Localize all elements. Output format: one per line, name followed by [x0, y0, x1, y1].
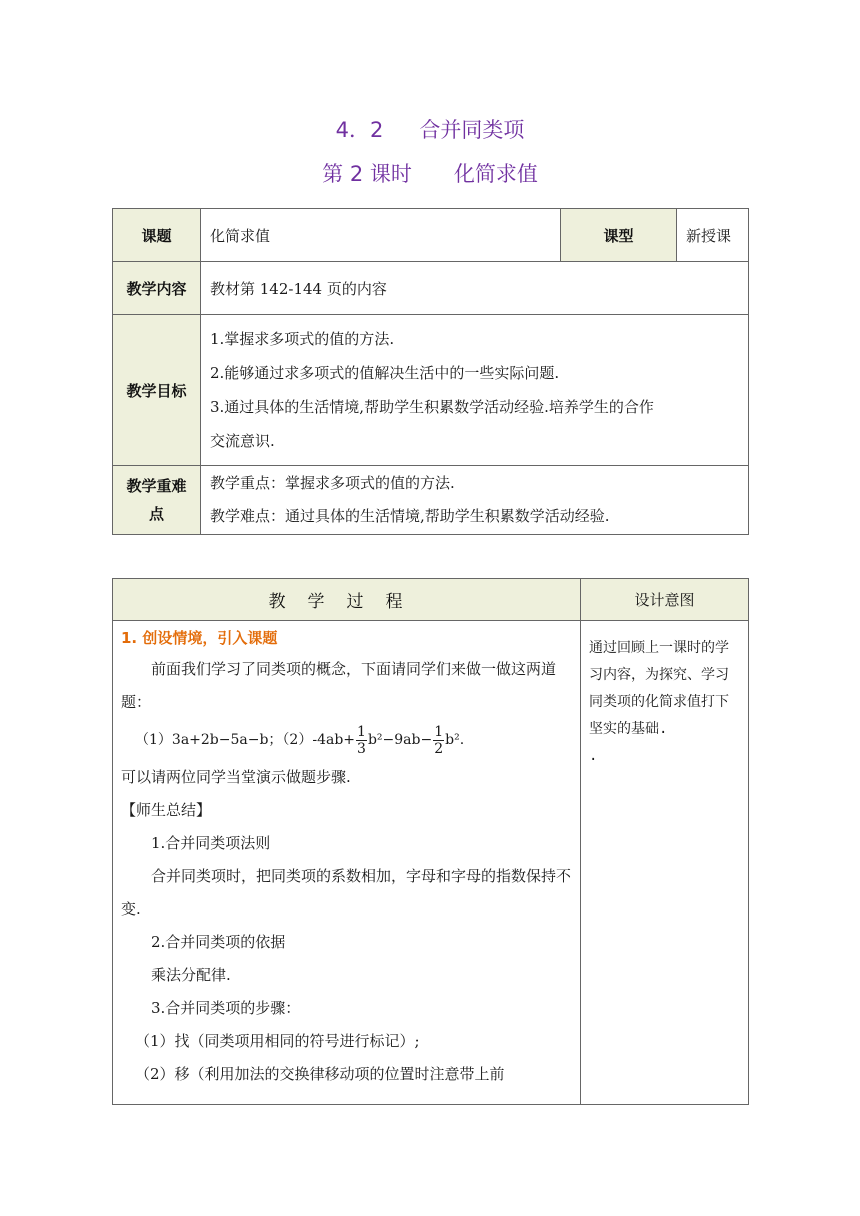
- expr-part3: b².: [445, 732, 465, 748]
- rule-text: 合并同类项时，把同类项的系数相加，字母和字母的指数保持不变.: [121, 867, 572, 918]
- summary-label: 【师生总结】: [121, 801, 212, 819]
- demo-text: 可以请两位同学当堂演示做题步骤.: [121, 768, 351, 786]
- lesson-info-table: [112, 208, 749, 535]
- topic-value: 化简求值: [201, 209, 561, 262]
- key-point: 教学重点：掌握求多项式的值的方法.: [210, 474, 455, 492]
- goal-item: 3.通过具体的生活情境,帮助学生积累数学活动经验.培养学生的合作: [210, 398, 654, 416]
- keypoints-label-line2: 点: [148, 505, 164, 523]
- steps-title: 3.合并同类项的步骤：: [151, 999, 301, 1017]
- section-number: 4．2: [335, 118, 384, 142]
- difficult-point: 教学难点：通过具体的生活情境,帮助学生积累数学活动经验.: [210, 507, 610, 525]
- fraction-denominator: 3: [357, 740, 366, 757]
- content-label: 教学内容: [113, 262, 201, 315]
- intro-text: 前面我们学习了同类项的概念，下面请同学们来做一做这两道题：: [121, 660, 557, 711]
- fraction-one-third: [356, 724, 367, 757]
- goals-label: 教学目标: [113, 315, 201, 466]
- design-header: 设计意图: [581, 579, 749, 621]
- keypoints-label-line1: 教学重难: [126, 477, 187, 495]
- section-title: [0, 114, 860, 144]
- expr-part2: b²−9ab−: [367, 732, 433, 748]
- basis-text: 乘法分配律.: [151, 966, 231, 984]
- design-dot: .: [589, 748, 598, 764]
- section1-title: 1. 创设情境，引入课题: [121, 629, 278, 647]
- goals-list: [201, 315, 749, 466]
- fraction-numerator: 1: [357, 723, 366, 740]
- exercise-expression: [121, 719, 572, 761]
- fraction-one-half: [433, 724, 444, 757]
- type-value: 新授课: [677, 209, 749, 262]
- teaching-process-table: [112, 578, 749, 1105]
- process-header: 教学过程: [113, 579, 581, 621]
- section-name: 合并同类项: [419, 118, 525, 142]
- fraction-denominator: 2: [434, 740, 444, 757]
- type-label: 课型: [561, 209, 677, 262]
- step-item: （2）移（利用加法的交换律移动项的位置时注意带上前: [135, 1065, 505, 1083]
- lesson-name: 化简求值: [453, 162, 538, 186]
- goal-item: 1.掌握求多项式的值的方法.: [210, 330, 395, 348]
- goal-item: 2.能够通过求多项式的值解决生活中的一些实际问题.: [210, 364, 560, 382]
- step-item: （1）找（同类项用相同的符号进行标记）;: [135, 1032, 420, 1050]
- rule-title: 1.合并同类项法则: [151, 834, 271, 852]
- keypoints-value: [201, 466, 749, 535]
- process-content: [113, 621, 581, 1105]
- fraction-numerator: 1: [434, 723, 444, 740]
- goal-item: 交流意识.: [210, 432, 275, 450]
- topic-label: 课题: [113, 209, 201, 262]
- basis-title: 2.合并同类项的依据: [151, 933, 286, 951]
- design-text: 通过回顾上一课时的学习内容，为探究、学习同类项的化简求值打下坚实的基础.: [589, 640, 729, 737]
- lesson-title: [0, 158, 860, 188]
- design-content: [581, 621, 749, 1105]
- content-value: 教材第 142-144 页的内容: [201, 262, 749, 315]
- keypoints-label: [113, 466, 201, 535]
- lesson-number: 第 2 课时: [322, 162, 412, 186]
- expr-part1: （1）3a+2b−5a−b；（2）-4ab+: [135, 732, 356, 748]
